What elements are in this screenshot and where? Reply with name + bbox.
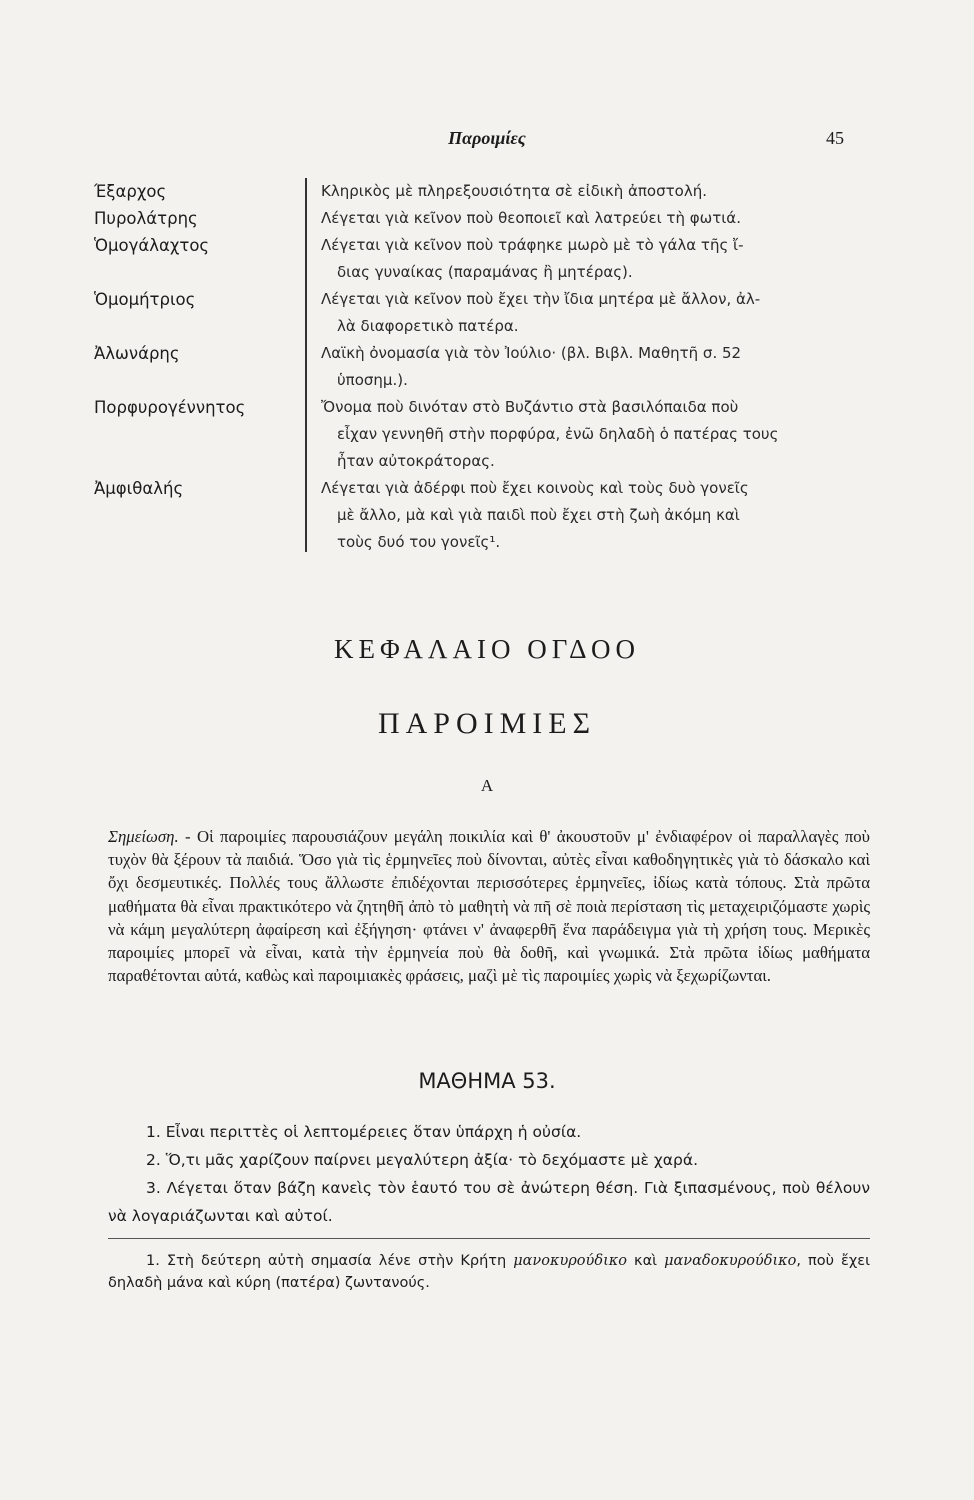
definition-line: εἶχαν γεννηθῆ στὴν πορφύρα, ἐνῶ δηλαδὴ ὁ πατέρας τους — [337, 425, 779, 443]
definition-line: μὲ ἄλλο, μὰ καὶ γιὰ παιδὶ ποὺ ἔχει στὴ ζωὴ ἀκόμη καὶ — [337, 506, 740, 524]
definition-line: ὑποσημ.). — [337, 371, 408, 389]
glossary-entry — [94, 475, 864, 556]
footnote-text: καὶ — [627, 1253, 665, 1269]
teacher-note — [108, 825, 870, 987]
glossary-definition — [321, 340, 864, 394]
definition-line: τοὺς δυό του γονεῖς¹. — [337, 533, 501, 551]
section-title: ΠΑΡΟΙΜΙΕΣ — [377, 707, 597, 740]
glossary-term: Πορφυρογέννητος — [94, 398, 246, 417]
running-header-title: Παροιμίες — [448, 128, 526, 148]
glossary-definition — [321, 394, 864, 475]
definition-line: Λέγεται γιὰ κεῖνον ποὺ ἔχει τὴν ἴδια μητέρα μὲ ἄλλον, ἀλ- — [321, 290, 761, 308]
note-text: - Οἱ παροιμίες παρουσιάζουν μεγάλη ποικιλία καὶ θ' ἀκουστοῦν μ' ἐνδιαφέρον οἱ παραλλαγὲς ποὺ τυχὸν θὰ ξέρουν τὰ παιδιά. Ὅσο γιὰ τὶς ἑρμηνεῖες ποὺ δίνονται, αὐτὲς εἶναι καθοδηγητικὲς γιὰ τὸ δάσκαλο καὶ ὄχι δεσμευτικές. Πολλές τους ἄλλωστε ἐπιδέχονται περισσότερες ἑρμηνεῖες, ἰδίως κατὰ τόπους. Στὰ πρῶτα μαθήματα θὰ εἶναι πρακτικότερο νὰ ζητηθῆ ἀπὸ τὸ μαθητὴ νὰ πῆ σὲ ποιὰ περίσταση τὶς μεταχειριζόμαστε χωρὶς νὰ κάμη μεγαλύτερη ἀφαίρεση καὶ ἐξήγηση· φτάνει ν' ἀναφερθῆ ἕνα παράδειγμα γιὰ τὴ χρήση τους. Μερικὲς παροιμίες μπορεῖ νὰ εἶναι, κατὰ τὴν ἑρμηνεία ποὺ θὰ δοθῆ, καὶ γνωμικά. Στὰ πρῶτα ἰδίως μαθήματα παραθέτονται αὐτά, καθὼς καὶ παροιμιακὲς φράσεις, μαζὶ μὲ τὶς παροιμίες χωρὶς νὰ ξεχωρίζωνται. — [108, 827, 870, 986]
glossary-entry — [94, 232, 864, 286]
footnote-term: μανοκυρούδικο — [513, 1253, 628, 1269]
glossary-term: Πυρολάτρης — [94, 209, 198, 228]
glossary-entry — [94, 340, 864, 394]
glossary-term: Ἀλωνάρης — [94, 344, 180, 363]
footnote-text: , ποὺ ἔχει δηλαδὴ μάνα καὶ κύρη (πατέρα) ζωντανούς. — [108, 1253, 870, 1291]
glossary-list — [94, 178, 864, 556]
note-label: Σημείωση. — [108, 827, 179, 846]
definition-line: λὰ διαφορετικὸ πατέρα. — [337, 317, 519, 335]
definition-line: Λέγεται γιὰ κεῖνον ποὺ τράφηκε μωρὸ μὲ τὸ γάλα τῆς ἴ- — [321, 236, 744, 254]
proverb-list — [108, 1118, 870, 1230]
page-number: 45 — [826, 128, 844, 148]
glossary-entry — [94, 178, 864, 205]
glossary-term: Ὁμομήτριος — [94, 290, 196, 309]
definition-line: Κληρικὸς μὲ πληρεξουσιότητα σὲ εἰδικὴ ἀποστολή. — [321, 182, 707, 200]
footnote-term: μαναδοκυρούδικο — [664, 1253, 797, 1269]
glossary-definition — [321, 232, 864, 286]
footnote-rule — [108, 1238, 870, 1239]
proverb-item: 1. Εἶναι περιττὲς οἱ λεπτομέρειες ὅταν ὑπάρχη ἡ οὐσία. — [146, 1123, 582, 1141]
glossary-definition — [321, 178, 864, 205]
proverb-item: 2. Ὅ,τι μᾶς χαρίζουν παίρνει μεγαλύτερη ἀξία· τὸ δεχόμαστε μὲ χαρά. — [146, 1151, 698, 1169]
definition-line: Ὄνομα ποὺ δινόταν στὸ Βυζάντιο στὰ βασιλόπαιδα ποὺ — [321, 398, 739, 416]
glossary-definition — [321, 205, 864, 232]
glossary-entry — [94, 286, 864, 340]
glossary-entry — [94, 394, 864, 475]
definition-line: διας γυναίκας (παραμάνας ἢ μητέρας). — [337, 263, 633, 281]
footnote-text: 1. Στὴ δεύτερη αὐτὴ σημασία λένε στὴν Κρήτη — [146, 1253, 514, 1269]
glossary-entry — [94, 205, 864, 232]
lesson-title: ΜΑΘΗΜΑ 53. — [418, 1069, 556, 1093]
glossary-term: Ἀμφιθαλής — [94, 479, 184, 498]
definition-line: Λέγεται γιὰ κεῖνον ποὺ θεοποιεῖ καὶ λατρεύει τὴ φωτιά. — [321, 209, 741, 227]
glossary-definition — [321, 286, 864, 340]
glossary-term: Ὁμογάλαχτος — [94, 236, 210, 255]
definition-line: Λέγεται γιὰ ἀδέρφι ποὺ ἔχει κοινοὺς καὶ τοὺς δυὸ γονεῖς — [321, 479, 749, 497]
definition-line: Λαϊκὴ ὀνομασία γιὰ τὸν Ἰούλιο· (βλ. Βιβλ. Μαθητῆ σ. 52 — [321, 344, 742, 362]
footnote — [108, 1250, 870, 1294]
chapter-heading: ΚΕΦΑΛΑΙΟ ΟΓΔΟΟ — [333, 634, 641, 664]
glossary-term: Έξαρχος — [94, 182, 167, 201]
glossary-definition — [321, 475, 864, 556]
section-letter: Α — [480, 776, 494, 795]
proverb-item: 3. Λέγεται ὅταν βάζη κανεὶς τὸν ἑαυτό του σὲ ἀνώτερη θέση. Γιὰ ξιπασμένους, ποὺ θέλουν νὰ λογαριάζωνται καὶ αὐτοί. — [108, 1179, 870, 1225]
definition-line: ἦταν αὐτοκράτορας. — [337, 452, 495, 470]
